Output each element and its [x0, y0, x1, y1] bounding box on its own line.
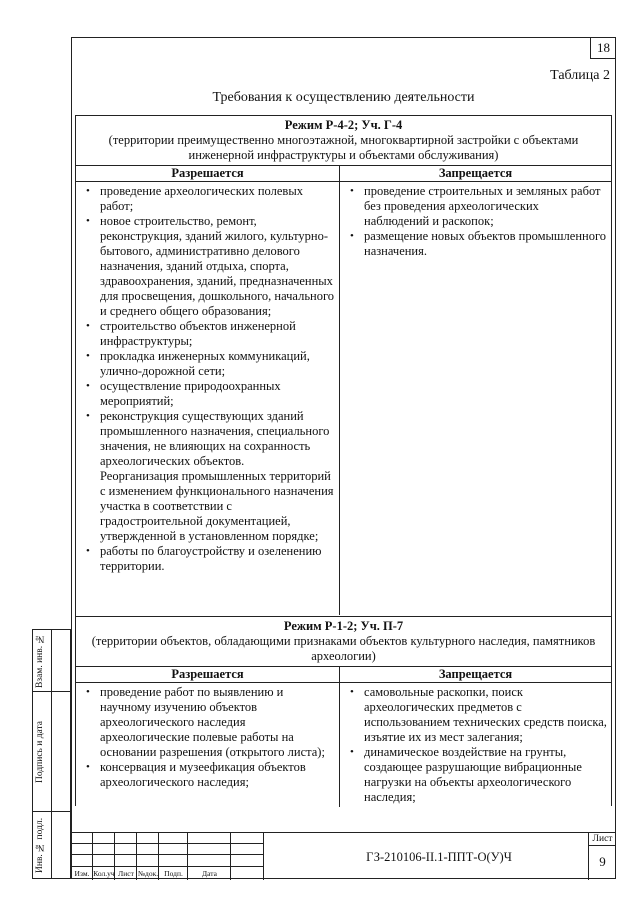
- list-item: • проведение строительных и земляных работ без проведения археологических наблюдений и раскопок;: [364, 184, 607, 229]
- list-item: • реконструкция существующих зданий промышленного назначения, специального значения, не влияющих на сохранность археологических объектов.: [100, 409, 335, 469]
- sheet-number: 9: [599, 854, 606, 869]
- stamp-caption: Кол.уч: [93, 869, 115, 878]
- side-label-inventory: Инв. № подл.: [35, 817, 45, 873]
- allowed-header: Разрешается: [76, 166, 339, 182]
- list-item: • новое строительство, ремонт, реконструкция, зданий жилого, культурно-бытового, административно делового назначения, зданий отдыха, спорта, здравоохранения, зданий, предназначенных для просвещения, дошкольного, начального и среднего общего образования;: [100, 214, 335, 319]
- forbidden-column: [340, 166, 611, 615]
- section-header: [76, 116, 611, 166]
- section-header: [76, 617, 611, 667]
- stamp-caption: №док.: [137, 869, 159, 878]
- allowed-list: [76, 182, 339, 574]
- list-item: • проведение археологических полевых работ;: [100, 184, 335, 214]
- side-label-signature: Подпись и дата: [35, 721, 45, 784]
- list-item: • проведение работ по выявлению и научному изучению объектов археологического наследия археологические полевые работы на основании разрешения (открытого листа);: [100, 685, 335, 760]
- document-code: ГЗ-210106-II.1-ППТ-О(У)Ч: [366, 850, 512, 864]
- document-title: Требования к осуществлению деятельности: [212, 90, 475, 105]
- mode-title: Режим Р-1-2; Уч. П-7: [283, 619, 404, 633]
- side-stamp: [32, 629, 71, 879]
- list-item: • размещение новых объектов промышленного назначения.: [364, 229, 607, 259]
- list-item: • работы по благоустройству и озеленению территории.: [100, 544, 335, 574]
- stamp-caption: Лист: [118, 869, 134, 878]
- requirements-table-1: [75, 115, 612, 617]
- stamp-caption: Дата: [202, 869, 217, 878]
- stamp-caption: Изм.: [74, 869, 90, 878]
- allowed-column: [76, 166, 340, 615]
- sheet-cell: [588, 833, 616, 880]
- mode-description: (территории объектов, обладающими признаками объектов культурного наследия, памятников археологии): [91, 634, 596, 663]
- page-number: 18: [590, 37, 616, 59]
- stamp-caption: Подп.: [164, 869, 183, 878]
- forbidden-column: [340, 667, 611, 807]
- list-item: • строительство объектов инженерной инфраструктуры;: [100, 319, 335, 349]
- mode-description: (территории преимущественно многоэтажной, многоквартирной застройки с объектами инженерной инфраструктуры и объектами обслуживания): [108, 133, 579, 162]
- list-item: Реорганизация промышленных территорий с изменением функционального назначения участка в соответствии с градостроительной документацией, утвержденной в установленном порядке;: [100, 469, 334, 543]
- requirements-table-2: [75, 616, 612, 806]
- allowed-list: [76, 683, 339, 790]
- list-item: • динамическое воздействие на грунты, создающее разрушающие вибрационные нагрузки на объекты археологического наследия;: [364, 745, 607, 805]
- side-label-replacement: Взам. инв. №: [35, 633, 45, 689]
- sheet-label: Лист: [589, 833, 616, 846]
- list-item: • прокладка инженерных коммуникаций, улично-дорожной сети;: [100, 349, 335, 379]
- table-label: Таблица 2: [550, 68, 610, 83]
- list-item: • консервация и музеефикация объектов археологического наследия;: [100, 760, 335, 790]
- forbidden-header: Запрещается: [340, 166, 611, 182]
- list-item: • осуществление природоохранных мероприятий;: [100, 379, 335, 409]
- title-block: [71, 832, 616, 880]
- forbidden-header: Запрещается: [340, 667, 611, 683]
- mode-title: Режим Р-4-2; Уч. Г-4: [284, 118, 403, 132]
- forbidden-list: [340, 182, 611, 259]
- allowed-column: [76, 667, 340, 807]
- list-item: • самовольные раскопки, поиск археологических предметов с использованием технических средств поиска, изъятие их из мест залегания;: [364, 685, 607, 745]
- allowed-header: Разрешается: [76, 667, 339, 683]
- forbidden-list: [340, 683, 611, 805]
